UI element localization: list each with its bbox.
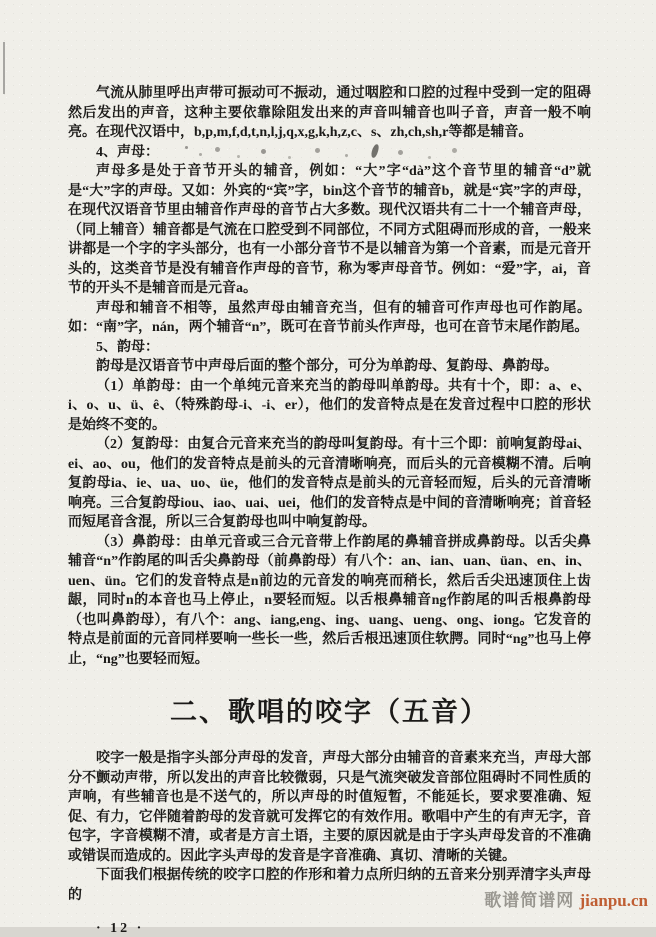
text-column: [68, 84, 591, 937]
paragraph-shengmu-definition: 声母多是处于音节开头的辅音，例如：“大”字“dà”这个音节里的辅音“d”就是“大”字的声母。又如：外宾的“宾”字，bin这个音节的辅音b，就是“宾”字的声母，在现代汉语音节里由辅音作声母的音节占大多数。现代汉语共有二十一个辅音声母，（同上辅音）辅音都是气流在口腔受到不同部位，不同方式阻碍而形成的音，一般来讲都是一个字的字头部分，也有一小部分音节不是以辅音为第一个音素，而是元音开头的，这类音节是没有辅音作声母的音节，称为零声母音节。例如：“爱”字，ai，音节的开头不是辅音而是元音a。: [68, 164, 591, 296]
watermark: [484, 886, 648, 911]
paragraph-nasal-finals: （3）鼻韵母：由单元音或三合元音带上作韵尾的鼻辅音拼成鼻韵母。以舌尖鼻辅音“n”作韵尾的叫舌尖鼻韵母（前鼻韵母）有八个：an、ian、uan、üan、en、in、uen、ün。它们的发音特点是n前边的元音发的响亮而稍长，然后舌尖迅速顶住上齿龈，同时n的本音也马上停止，n要轻而短。以舌根鼻辅音ng作韵尾的叫舌根鼻韵母（也叫鼻韵母），有八个：ang、iang,eng、ing、uang、ueng、ong、iong。它发音的特点是前面的元音同样要响一些长一些，然后舌根迅速顶住软腭。同时“ng”也马上停止，“ng”也要轻而短。: [68, 534, 591, 667]
subheading-yunmu: 5、韵母：: [96, 339, 159, 355]
watermark-site-link[interactable]: jianpu.cn: [579, 891, 648, 910]
paragraph-simple-finals: （1）单韵母：由一个单纯元音来充当的韵母叫单韵母。共有十个，即：a、e、i、o、u、ü、ê、（特殊韵母-i、-i、er），他们的发音特点是在发音过程中口腔的形状是始终不变的。: [68, 378, 591, 433]
paragraph-airflow-consonants: 气流从肺里呼出声带可振动可不振动，通过咽腔和口腔的过程中受到一定的阻碍然后发出的声音，这种主要依靠除阻发出来的声音叫辅音也叫子音，声音一般不响亮。在现代汉语中，b,p,m,f,d,t,n,l,j,q,x,g,k,h,z,c、s、zh,ch,sh,r等都是辅音。: [68, 86, 591, 140]
paragraph-wuyin-lead-in: 下面我们根据传统的咬字口腔的作形和着力点所归纳的五音来分别弄清字头声母的: [68, 868, 591, 903]
watermark-site-name: 歌谱简谱网: [484, 891, 575, 910]
paragraph-shengmu-vs-consonant: 声母和辅音不相等，虽然声母由辅音充当，但有的辅音可作声母也可作韵尾。如：“南”字，nán，两个辅音“n”，既可在音节前头作声母，也可在音节末尾作韵尾。: [68, 300, 591, 335]
paragraph-compound-finals: （2）复韵母：由复合元音来充当的韵母叫复韵母。有十三个即：前响复韵母ai、ei、ao、ou，他们的发音特点是前头的元音清晰响亮，而后头的元音模糊不清。后响复韵母ia、ie、ua、uo、üe，他们的发音特点是前头的元音轻而短，后头的元音清晰响亮。三合复韵母iou、iao、uai、uei，他们的发音特点是中间的音清晰响亮；首音轻而短尾音含混，所以三合复韵母也叫中响复韵母。: [68, 437, 591, 530]
section-heading-yaozi-wuyin: 二、歌唱的咬字（五音）: [170, 697, 489, 727]
paragraph-yaozi-intro: 咬字一般是指字头部分声母的发音，声母大部分由辅音的音素来充当，声母大部分不颤动声带，所以发出的声音比较微弱，只是气流突破发音部位阻碍时不同性质的声响，有些辅音也是不送气的，所以声母的时值短暂，不能延长，要求要准确、短促、有力，它伴随着韵母的发音就可发挥它的有效作用。歌唱中产生的有声无字，音包字，字音模糊不清，或者是方言土语，主要的原因就是由于字头声母发音的不准确或错误而造成的。因此字头声母的发音是字音准确、真切、清晰的关键。: [68, 751, 591, 864]
page-number: · 12 ·: [96, 921, 145, 936]
subheading-shengmu: 4、声母：: [96, 144, 159, 160]
scan-edge-line-artifact: [3, 42, 5, 94]
paragraph-yunmu-definition: 韵母是汉语音节中声母后面的整个部分，可分为单韵母、复韵母、鼻韵母。: [96, 359, 558, 374]
